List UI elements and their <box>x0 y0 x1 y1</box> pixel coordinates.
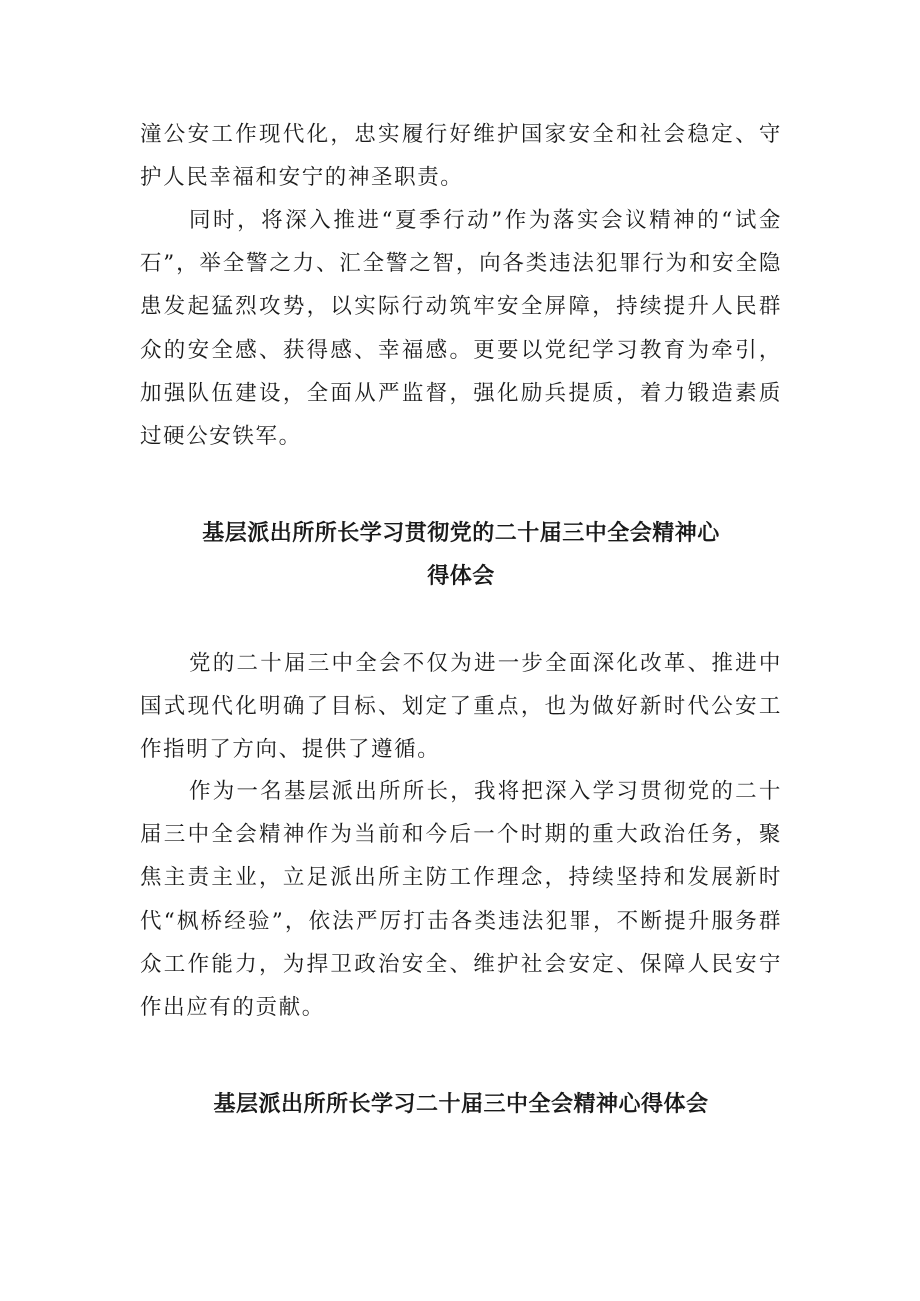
body-paragraph: 同时，将深入推进“夏季行动”作为落实会议精神的“试金石”，举全警之力、汇全警之智，向各类违法犯罪行为和安全隐患发起猛烈攻势，以实际行动筑牢安全屏障，持续提升人民群众的安全感、获得感、幸福感。更要以党纪学习教育为牵引，加强队伍建设，全面从严监督，强化励兵提质，着力锻造素质过硬公安铁军。 <box>140 208 782 450</box>
body-paragraph: 党的二十届三中全会不仅为进一步全面深化改革、推进中国式现代化明确了目标、划定了重点，也为做好新时代公安工作指明了方向、提供了遵循。 <box>140 651 782 763</box>
section-heading <box>140 512 782 598</box>
section-heading-line: 得体会 <box>427 564 495 589</box>
body-paragraph: 作为一名基层派出所所长，我将把深入学习贯彻党的二十届三中全会精神作为当前和今后一个时期的重大政治任务，聚焦主责主业，立足派出所主防工作理念，持续坚持和发展新时代“枫桥经验”，依法严厉打击各类违法犯罪，不断提升服务群众工作能力，为捍卫政治安全、维护社会安定、保障人民安宁作出应有的贡献。 <box>140 779 782 1021</box>
body-paragraph: 潼公安工作现代化，忠实履行好维护国家安全和社会稳定、守护人民幸福和安宁的神圣职责。 <box>140 122 782 191</box>
section-heading: 基层派出所所长学习二十届三中全会精神心得体会 <box>213 1092 709 1117</box>
section-heading-line: 基层派出所所长学习贯彻党的二十届三中全会精神心 <box>202 521 720 546</box>
